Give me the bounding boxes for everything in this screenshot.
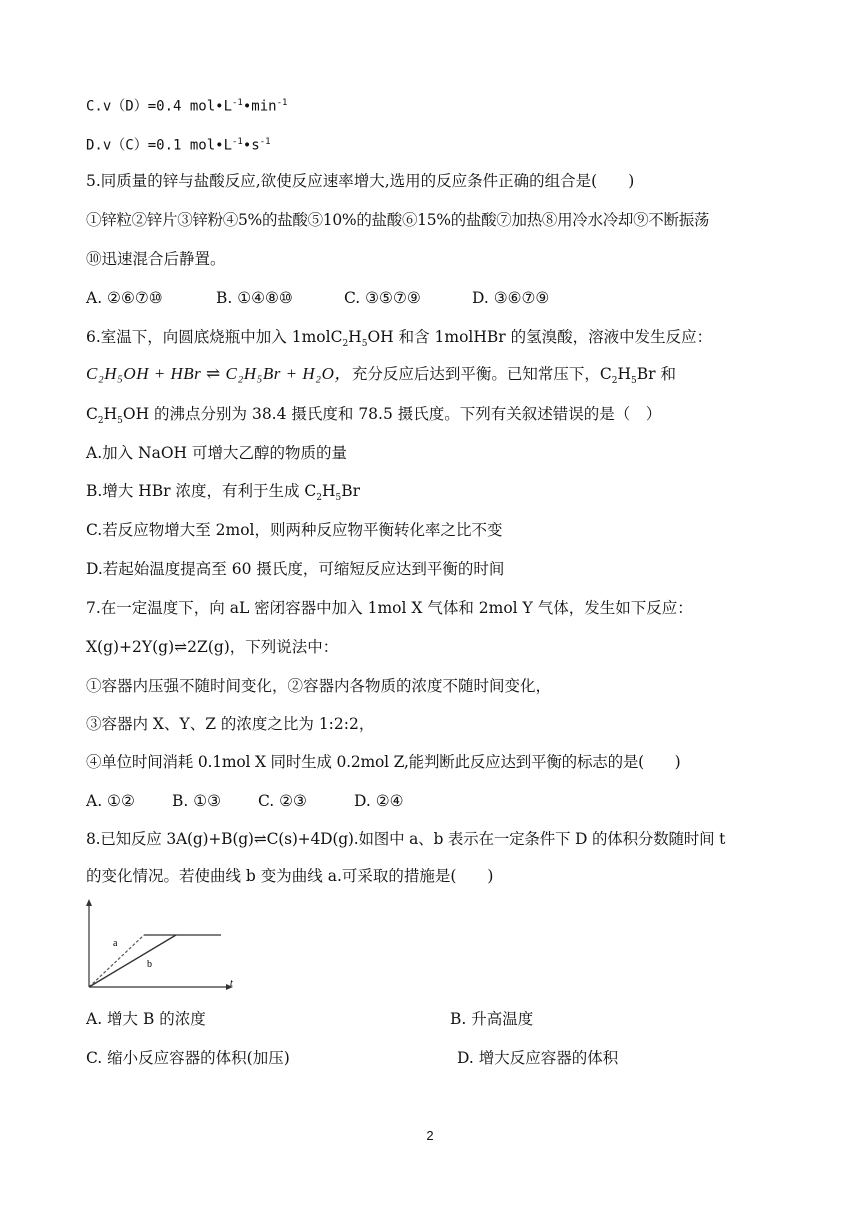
q8-option-d: D. 增大反应容器的体积: [457, 1049, 619, 1067]
q5-stem: 5.同质量的锌与盐酸反应,欲使反应速率增大,选用的反应条件正确的组合是( ): [86, 172, 635, 190]
q6-option-b: B.增大 HBr 浓度，有利于生成 $C_2H_5Br$: [86, 482, 361, 504]
page-number: 2: [426, 1128, 434, 1143]
q8-graph: [84, 897, 254, 992]
q5-option-a: A. ②⑥⑦⑩: [86, 289, 163, 307]
q5-option-c: C. ③⑤⑦⑨: [344, 289, 421, 307]
q6-stem: 6.室温下，向圆底烧瓶中加入 $1molC_2H_5OH$ 和含 1molHBr 的氢溴酸，溶液中发生反应：: [86, 328, 713, 350]
q7-option-a: A. ①②: [86, 792, 135, 810]
q6-stem-line3: $C_2H_5OH$ 的沸点分别为 38.4 摄氏度和 78.5 摄氏度。下列有关叙述错误的是（ ）: [86, 405, 662, 427]
q6-equation: C₂H₅OH + HBr ⇌ C₂H₅Br + H₂O，: [86, 364, 352, 383]
q8-option-b: B. 升高温度: [450, 1010, 534, 1028]
q7-item2: ③容器内 X、Y、Z 的浓度之比为 1:2:2，: [86, 715, 375, 733]
label-a: a: [113, 938, 118, 949]
q8-stem-line2: 的变化情况。若使曲线 b 变为曲线 a.可采取的措施是( ): [86, 867, 494, 885]
q7-reaction: X(g)+2Y(g)⇌2Z(g)，下列说法中：: [86, 638, 339, 656]
q6-equation-line: C₂H₅OH + HBr ⇌ C₂H₅Br + H₂O，充分反应后达到平衡。已知常压下，$C_2H_5Br$ 和: [86, 364, 676, 387]
q7-option-d: D. ②④: [354, 792, 404, 810]
q7-option-c: C. ②③: [258, 792, 307, 810]
q4-option-c: C.v（D）=0.4 $mol•L^{-1}•\min^{-1}$: [86, 98, 288, 115]
q7-item3: ④单位时间消耗 0.1mol X 同时生成 0.2mol Z,能判断此反应达到平衡的标志的是( ): [86, 753, 681, 771]
q6-option-a: A.加入 NaOH 可增大乙醇的物质的量: [86, 444, 348, 462]
q7-item1: ①容器内压强不随时间变化，②容器内各物质的浓度不随时间变化，: [86, 677, 552, 695]
q8-option-a: A. 增大 B 的浓度: [86, 1010, 206, 1028]
curve-b: [89, 935, 176, 987]
label-t: t: [230, 978, 233, 989]
q7-stem: 7.在一定温度下，向 aL 密闭容器中加入 1mol X 气体和 2mol Y 气体，发生如下反应：: [86, 599, 693, 617]
q5-conditions-line2: ⑩迅速混合后静置。: [86, 250, 226, 268]
q6-option-c: C.若反应物增大至 2mol，则两种反应物平衡转化率之比不变: [86, 521, 503, 539]
y-axis-arrow: [86, 899, 92, 906]
q5-option-b: B. ①④⑧⑩: [216, 289, 293, 307]
q5-conditions-line1: ①锌粒②锌片③锌粉④5%的盐酸⑤10%的盐酸⑥15%的盐酸⑦加热⑧用冷水冷却⑨不断振荡: [86, 211, 710, 229]
q7-option-b: B. ①③: [172, 792, 222, 810]
label-b: b: [147, 959, 152, 970]
q6-option-d: D.若起始温度提高至 60 摄氏度，可缩短反应达到平衡的时间: [86, 560, 505, 578]
q8-stem-line1: 8.已知反应 3A(g)+B(g)⇌C(s)+4D(g).如图中 a、b 表示在一定条件下 D 的体积分数随时间 t: [86, 830, 726, 848]
q4-option-d: D.v（C）=0.1 $mol•L^{-1}•s^{-1}$: [86, 137, 271, 154]
q8-option-c: C. 缩小反应容器的体积(加压): [86, 1049, 290, 1067]
q5-option-d: D. ③⑥⑦⑨: [472, 289, 550, 307]
